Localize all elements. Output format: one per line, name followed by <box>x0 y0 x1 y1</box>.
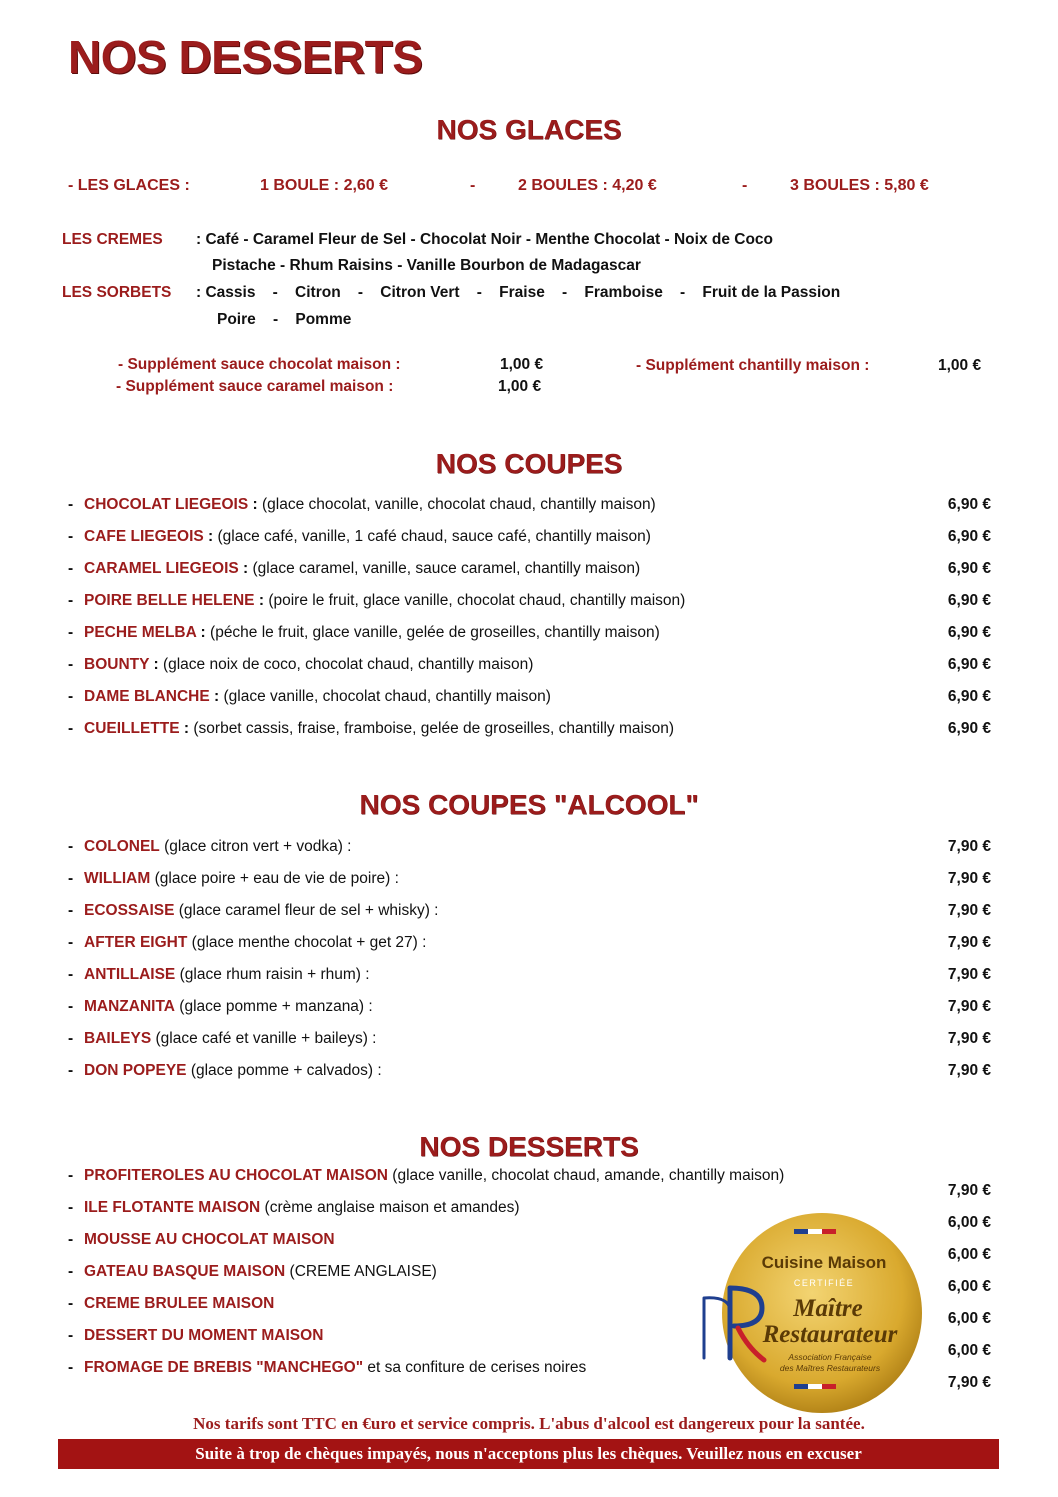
glaces-sep-1: - <box>470 177 476 194</box>
section-heading-coupes: NOS COUPES <box>435 448 623 479</box>
bullet-dash: - <box>68 688 74 705</box>
separator-colon: : <box>248 496 262 513</box>
sorbets-flavors-2: Poire - Pomme <box>217 311 352 328</box>
coupe-row <box>68 496 656 514</box>
supplement-caramel-price: 1,00 € <box>498 378 542 395</box>
coupe-description: (poire le fruit, glace vanille, chocolat chaud, chantilly maison) <box>268 592 686 609</box>
coupe-description: (sorbet cassis, fraise, framboise, gelée de groseilles, chantilly maison) <box>193 720 675 737</box>
coupe-row <box>68 528 651 546</box>
coupe-alcool-price: 7,90 € <box>947 998 991 1015</box>
coupe-price: 6,90 € <box>947 624 991 641</box>
coupe-name: CARAMEL LIEGEOIS <box>84 560 239 577</box>
coupe-alcool-price: 7,90 € <box>947 902 991 919</box>
coupe-alcool-name: AFTER EIGHT <box>84 934 188 951</box>
coupe-alcool-price: 7,90 € <box>947 870 991 887</box>
supplement-chocolat-label: - Supplément sauce chocolat maison : <box>118 356 401 373</box>
dessert-name: ILE FLOTANTE MAISON <box>84 1199 261 1216</box>
separator-colon: : <box>179 720 194 737</box>
maitre-restaurateur-badge <box>700 1208 930 1423</box>
bullet-dash: - <box>68 528 74 545</box>
dessert-description: et sa confiture de cerises noires <box>367 1359 587 1376</box>
coupe-row <box>68 624 660 642</box>
dessert-row <box>68 1167 784 1185</box>
bullet-dash: - <box>68 1167 74 1184</box>
coupe-alcool-price: 7,90 € <box>947 838 991 855</box>
coupe-description: (glace café, vanille, 1 café chaud, sauce café, chantilly maison) <box>217 528 651 545</box>
dessert-price: 6,00 € <box>947 1246 991 1263</box>
dessert-description: (glace vanille, chocolat chaud, amande, chantilly maison) <box>392 1167 785 1184</box>
bullet-dash: - <box>68 1327 74 1344</box>
coupe-price: 6,90 € <box>947 592 991 609</box>
bullet-dash: - <box>68 1231 74 1248</box>
coupe-alcool-description: (glace poire + eau de vie de poire) : <box>154 870 399 887</box>
coupe-alcool-description: (glace rhum raisin + rhum) : <box>179 966 370 983</box>
supplement-chantilly-label: - Supplément chantilly maison : <box>636 357 870 374</box>
bullet-dash: - <box>68 624 74 641</box>
dessert-description: (CREME ANGLAISE) <box>289 1263 437 1280</box>
coupe-row <box>68 720 674 738</box>
bullet-dash: - <box>68 560 74 577</box>
separator-colon: : <box>238 560 253 577</box>
coupe-alcool-row <box>68 1062 382 1080</box>
dessert-price: 6,00 € <box>947 1310 991 1327</box>
bullet-dash: - <box>68 1030 74 1047</box>
bullet-dash: - <box>68 656 74 673</box>
bullet-dash: - <box>68 838 74 855</box>
bullet-dash: - <box>68 720 74 737</box>
dessert-price: 7,90 € <box>947 1374 991 1391</box>
glaces-sep-2: - <box>742 177 748 194</box>
coupe-alcool-description: (glace menthe chocolat + get 27) : <box>191 934 427 951</box>
dessert-description: (crème anglaise maison et amandes) <box>264 1199 520 1216</box>
bullet-dash: - <box>68 966 74 983</box>
coupe-alcool-name: MANZANITA <box>84 998 175 1015</box>
dessert-price: 6,00 € <box>947 1342 991 1359</box>
glaces-price-three: 3 BOULES : 5,80 € <box>790 177 929 194</box>
separator-colon: : <box>203 528 218 545</box>
coupe-name: CHOCOLAT LIEGEOIS <box>84 496 249 513</box>
dessert-price: 7,90 € <box>947 1182 991 1199</box>
dessert-name: CREME BRULEE MAISON <box>84 1295 275 1312</box>
section-heading-alcool: NOS COUPES "ALCOOL" <box>359 789 699 820</box>
coupe-alcool-row <box>68 870 399 888</box>
cremes-label: LES CREMES <box>62 231 163 248</box>
glaces-price-two: 2 BOULES : 4,20 € <box>518 177 657 194</box>
coupe-name: BOUNTY <box>84 656 150 673</box>
badge-certified-text: CERTIFIÉE <box>793 1278 855 1288</box>
coupe-alcool-description: (glace citron vert + vodka) : <box>164 838 352 855</box>
coupe-row <box>68 656 533 674</box>
bullet-dash: - <box>68 870 74 887</box>
footer-cheque-banner: Suite à trop de chèques impayés, nous n'acceptons plus les chèques. Veuillez nous en excuser <box>58 1439 999 1469</box>
glaces-label: - LES GLACES : <box>68 177 190 194</box>
sorbets-flavors-1: : Cassis - Citron - Citron Vert - Fraise - Framboise - Fruit de la Passion <box>196 284 841 301</box>
supplement-caramel-label: - Supplément sauce caramel maison : <box>116 378 394 395</box>
separator-colon: : <box>196 624 211 641</box>
dessert-name: GATEAU BASQUE MAISON <box>84 1263 286 1280</box>
coupe-name: CUEILLETTE <box>84 720 180 737</box>
supplement-chocolat-price: 1,00 € <box>500 356 544 373</box>
coupe-alcool-row <box>68 838 351 856</box>
bullet-dash: - <box>68 496 74 513</box>
separator-colon: : <box>209 688 224 705</box>
bullet-dash: - <box>68 1263 74 1280</box>
badge-line1: Maître <box>793 1295 863 1322</box>
coupe-alcool-row <box>68 1030 377 1048</box>
cremes-flavors-1: : Café - Caramel Fleur de Sel - Chocolat Noir - Menthe Chocolat - Noix de Coco <box>196 231 774 248</box>
dessert-price: 6,00 € <box>947 1278 991 1295</box>
coupe-alcool-row <box>68 934 426 952</box>
supplement-chantilly-price: 1,00 € <box>938 357 982 374</box>
bullet-dash: - <box>68 1199 74 1216</box>
coupe-description: (péche le fruit, glace vanille, gelée de groseilles, chantilly maison) <box>210 624 660 641</box>
dessert-name: DESSERT DU MOMENT MAISON <box>84 1327 324 1344</box>
coupe-description: (glace caramel, vanille, sauce caramel, chantilly maison) <box>252 560 641 577</box>
coupe-alcool-name: ECOSSAISE <box>84 902 175 919</box>
coupe-alcool-row <box>68 998 373 1016</box>
bullet-dash: - <box>68 1359 74 1376</box>
dessert-row <box>68 1263 437 1281</box>
sorbets-label: LES SORBETS <box>62 284 172 301</box>
badge-top-text: Cuisine Maison <box>761 1253 887 1272</box>
coupe-price: 6,90 € <box>947 496 991 513</box>
glaces-price-one: 1 BOULE : 2,60 € <box>260 177 389 194</box>
coupe-row <box>68 560 640 578</box>
badge-line2: Restaurateur <box>762 1321 898 1348</box>
bullet-dash: - <box>68 1062 74 1079</box>
section-heading-glaces: NOS GLACES <box>436 114 622 145</box>
coupe-name: DAME BLANCHE <box>84 688 210 705</box>
footer-notice: Nos tarifs sont TTC en €uro et service compris. L'abus d'alcool est dangereux pour la santée. <box>193 1414 865 1433</box>
coupe-name: PECHE MELBA <box>84 624 197 641</box>
coupe-alcool-description: (glace caramel fleur de sel + whisky) : <box>178 902 439 919</box>
coupe-alcool-price: 7,90 € <box>947 1030 991 1047</box>
coupe-alcool-price: 7,90 € <box>947 934 991 951</box>
section-heading-desserts: NOS DESSERTS <box>419 1131 639 1162</box>
coupe-alcool-name: BAILEYS <box>84 1030 152 1047</box>
bullet-dash: - <box>68 1295 74 1312</box>
bullet-dash: - <box>68 934 74 951</box>
badge-flag-top <box>794 1229 836 1234</box>
bullet-dash: - <box>68 998 74 1015</box>
dessert-row <box>68 1295 274 1313</box>
coupe-name: CAFE LIEGEOIS <box>84 528 204 545</box>
coupe-alcool-description: (glace pomme + calvados) : <box>190 1062 382 1079</box>
coupe-alcool-row <box>68 902 439 920</box>
cremes-flavors-2: Pistache - Rhum Raisins - Vanille Bourbon de Madagascar <box>212 257 641 274</box>
badge-assoc-2: des Maîtres Restaurateurs <box>779 1363 881 1373</box>
coupe-description: (glace vanille, chocolat chaud, chantilly maison) <box>223 688 551 705</box>
coupe-price: 6,90 € <box>947 688 991 705</box>
coupe-alcool-price: 7,90 € <box>947 966 991 983</box>
badge-assoc-1: Association Française <box>788 1352 872 1362</box>
coupe-row <box>68 592 685 610</box>
dessert-row <box>68 1231 335 1249</box>
dessert-name: MOUSSE AU CHOCOLAT MAISON <box>84 1231 335 1248</box>
coupe-row <box>68 688 551 706</box>
dessert-row <box>68 1199 520 1217</box>
bullet-dash: - <box>68 592 74 609</box>
separator-colon: : <box>254 592 269 609</box>
dessert-row <box>68 1359 586 1377</box>
coupe-description: (glace noix de coco, chocolat chaud, chantilly maison) <box>162 656 534 673</box>
separator-colon: : <box>149 656 163 673</box>
coupe-alcool-description: (glace pomme + manzana) : <box>179 998 373 1015</box>
dessert-price: 6,00 € <box>947 1214 991 1231</box>
dessert-name: FROMAGE DE BREBIS "MANCHEGO" <box>84 1359 364 1376</box>
coupe-alcool-price: 7,90 € <box>947 1062 991 1079</box>
coupe-price: 6,90 € <box>947 560 991 577</box>
badge-flag-bottom <box>794 1384 836 1389</box>
coupe-description: (glace chocolat, vanille, chocolat chaud, chantilly maison) <box>261 496 656 513</box>
dessert-row <box>68 1327 323 1345</box>
coupe-alcool-name: WILLIAM <box>84 870 151 887</box>
dessert-name: PROFITEROLES AU CHOCOLAT MAISON <box>84 1167 388 1184</box>
coupe-alcool-name: ANTILLAISE <box>84 966 176 983</box>
coupe-alcool-name: COLONEL <box>84 838 160 855</box>
coupe-alcool-row <box>68 966 370 984</box>
coupe-alcool-description: (glace café et vanille + baileys) : <box>155 1030 377 1047</box>
coupe-price: 6,90 € <box>947 528 991 545</box>
coupe-price: 6,90 € <box>947 720 991 737</box>
coupe-alcool-name: DON POPEYE <box>84 1062 187 1079</box>
coupe-price: 6,90 € <box>947 656 991 673</box>
page-title: NOS DESSERTS <box>68 31 423 83</box>
coupe-name: POIRE BELLE HELENE <box>84 592 255 609</box>
bullet-dash: - <box>68 902 74 919</box>
